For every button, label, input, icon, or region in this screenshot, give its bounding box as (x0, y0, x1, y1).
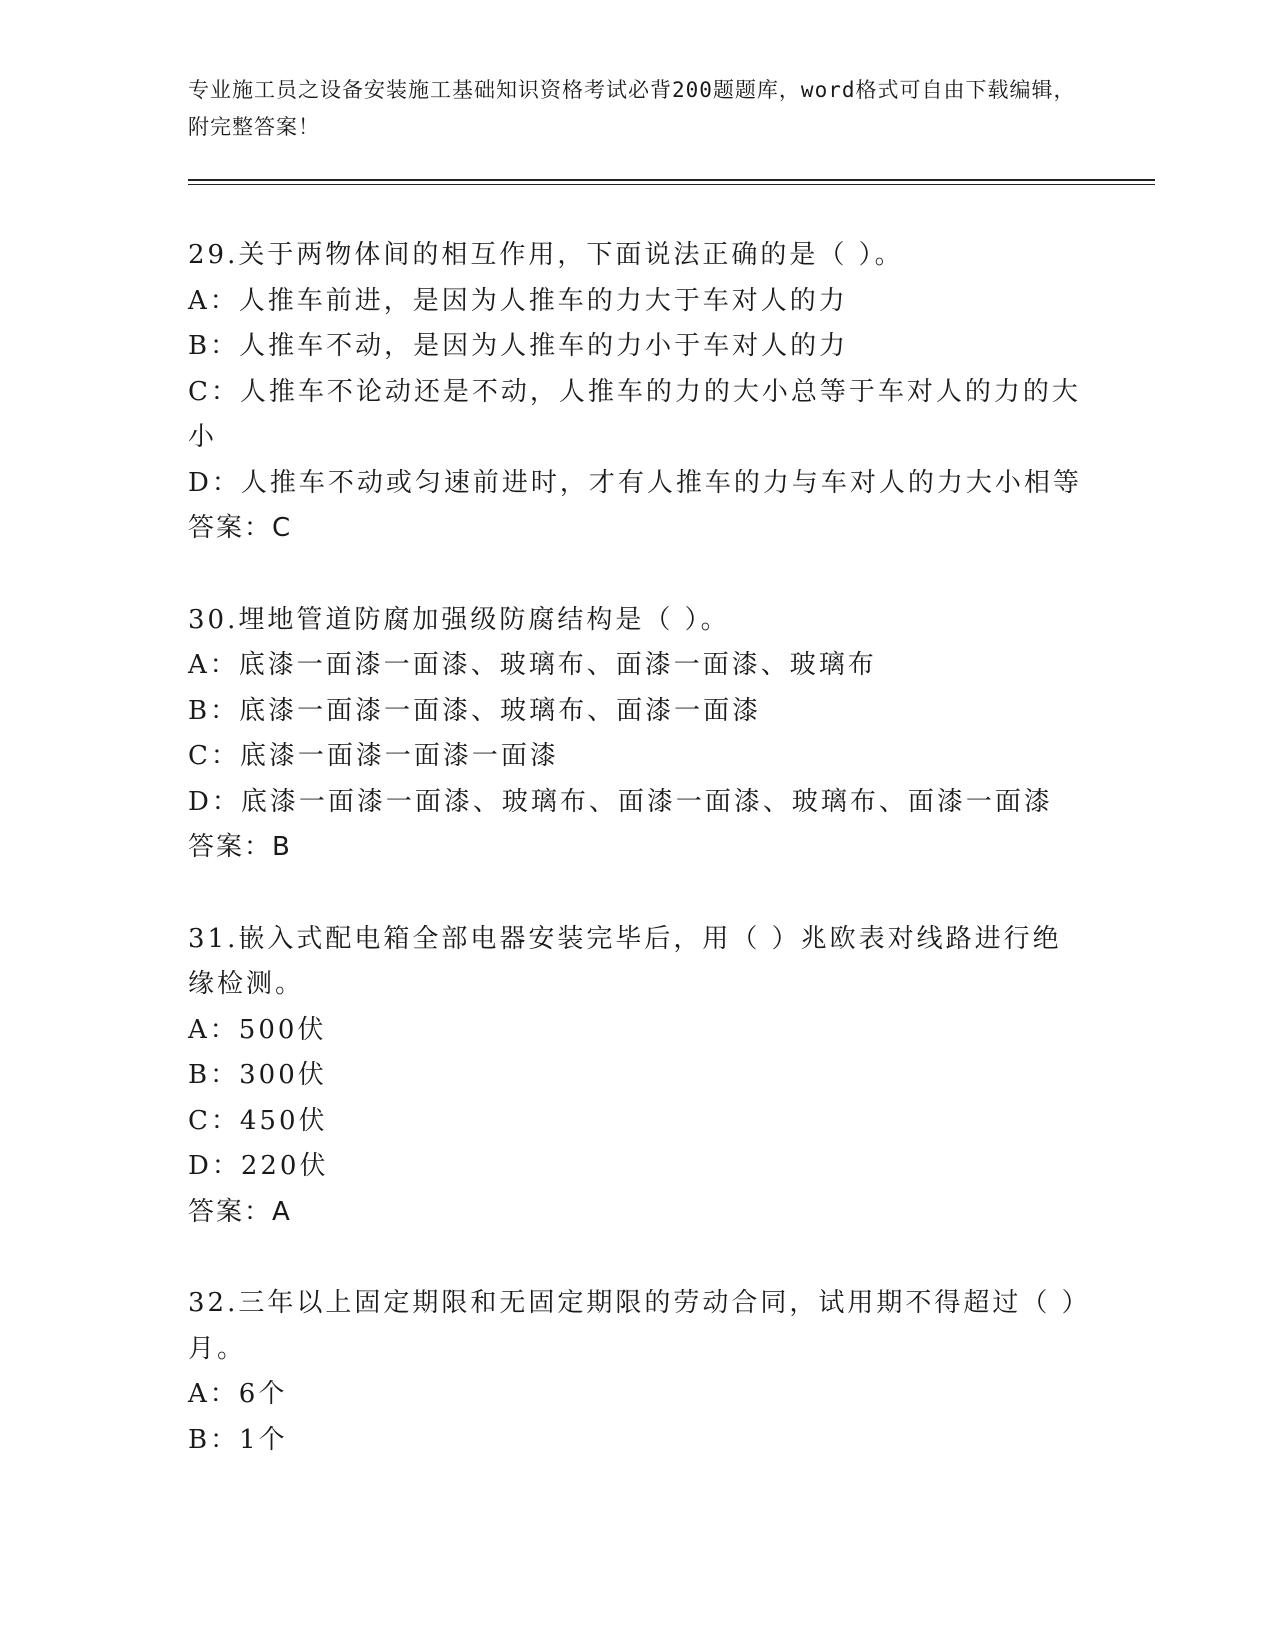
option-d: D：底漆一面漆一面漆、玻璃布、面漆一面漆、玻璃布、面漆一面漆 (188, 786, 1053, 817)
question-30 (188, 598, 1088, 871)
option-a: A：底漆一面漆一面漆、玻璃布、面漆一面漆、玻璃布 (188, 650, 877, 680)
document-header: 专业施工员之设备安装施工基础知识资格考试必背200题题库，word格式可自由下载编辑，附完整答案！ (188, 78, 1076, 139)
option-a: A：6个 (188, 1379, 288, 1409)
question-32 (188, 1281, 1088, 1463)
option-c: C：人推车不论动还是不动，人推车的力的大小总等于车对人的力的大小 (188, 376, 1081, 452)
option-d: D：220伏 (188, 1151, 329, 1181)
question-29 (188, 233, 1088, 552)
question-list (188, 233, 1088, 1509)
header-rule-thick (188, 179, 1155, 181)
header-rule-thin (188, 184, 1155, 185)
question-stem: 32.三年以上固定期限和无固定期限的劳动合同，试用期不得超过（ ）月。 (188, 1288, 1078, 1364)
option-c: C：450伏 (188, 1105, 328, 1136)
option-a: A：500伏 (188, 1014, 327, 1045)
option-a: A：人推车前进，是因为人推车的力大于车对人的力 (188, 285, 848, 316)
question-stem: 30.埋地管道防腐加强级防腐结构是（ ）。 (188, 604, 730, 635)
answer-line: 答案：A (188, 1196, 292, 1227)
answer-line: 答案：C (188, 513, 293, 543)
option-b: B：1个 (188, 1424, 288, 1455)
question-stem: 31.嵌入式配电箱全部电器安装完毕后，用（ ）兆欧表对线路进行绝缘检测。 (188, 923, 1062, 999)
option-b: B：300伏 (188, 1060, 327, 1090)
answer-line: 答案：B (188, 832, 292, 862)
question-31 (188, 917, 1088, 1236)
option-d: D：人推车不动或匀速前进时，才有人推车的力与车对人的力大小相等 (188, 467, 1082, 498)
question-stem: 29.关于两物体间的相互作用，下面说法正确的是（ ）。 (188, 240, 904, 270)
option-c: C：底漆一面漆一面漆一面漆 (188, 741, 559, 771)
option-b: B：人推车不动，是因为人推车的力小于车对人的力 (188, 331, 849, 361)
option-b: B：底漆一面漆一面漆、玻璃布、面漆一面漆 (188, 695, 762, 726)
